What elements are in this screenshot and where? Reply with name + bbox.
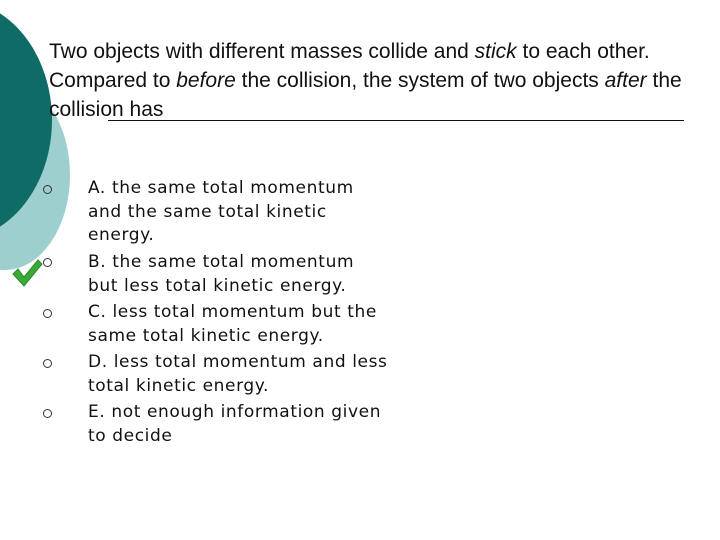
question-emphasis-stick: stick bbox=[474, 40, 517, 63]
option-a: A. the same total momentum and the same total kinetic energy. bbox=[88, 178, 354, 245]
option-e: E. not enough information given to decide bbox=[88, 402, 382, 446]
option-d-bullet bbox=[43, 359, 52, 368]
option-a-bullet bbox=[43, 185, 52, 194]
option-c-bullet bbox=[43, 309, 52, 318]
question-part: the collision has bbox=[49, 69, 682, 121]
option-b: B. the same total momentum but less total kinetic energy. bbox=[88, 252, 355, 296]
checkmark-icon bbox=[10, 256, 44, 290]
question-part: to each other. Compared to bbox=[49, 40, 650, 92]
option-d: D. less total momentum and less total kinetic energy. bbox=[88, 352, 388, 396]
question-part: the collision, the system of two objects bbox=[235, 69, 605, 92]
option-e-bullet bbox=[43, 409, 52, 418]
question-emphasis-after: after bbox=[604, 69, 647, 92]
option-b-bullet bbox=[43, 258, 52, 267]
option-c: C. less total momentum but the same total kinetic energy. bbox=[88, 302, 377, 346]
question-part: Two objects with different masses collide and bbox=[49, 40, 475, 63]
question-emphasis-before: before bbox=[176, 69, 236, 92]
